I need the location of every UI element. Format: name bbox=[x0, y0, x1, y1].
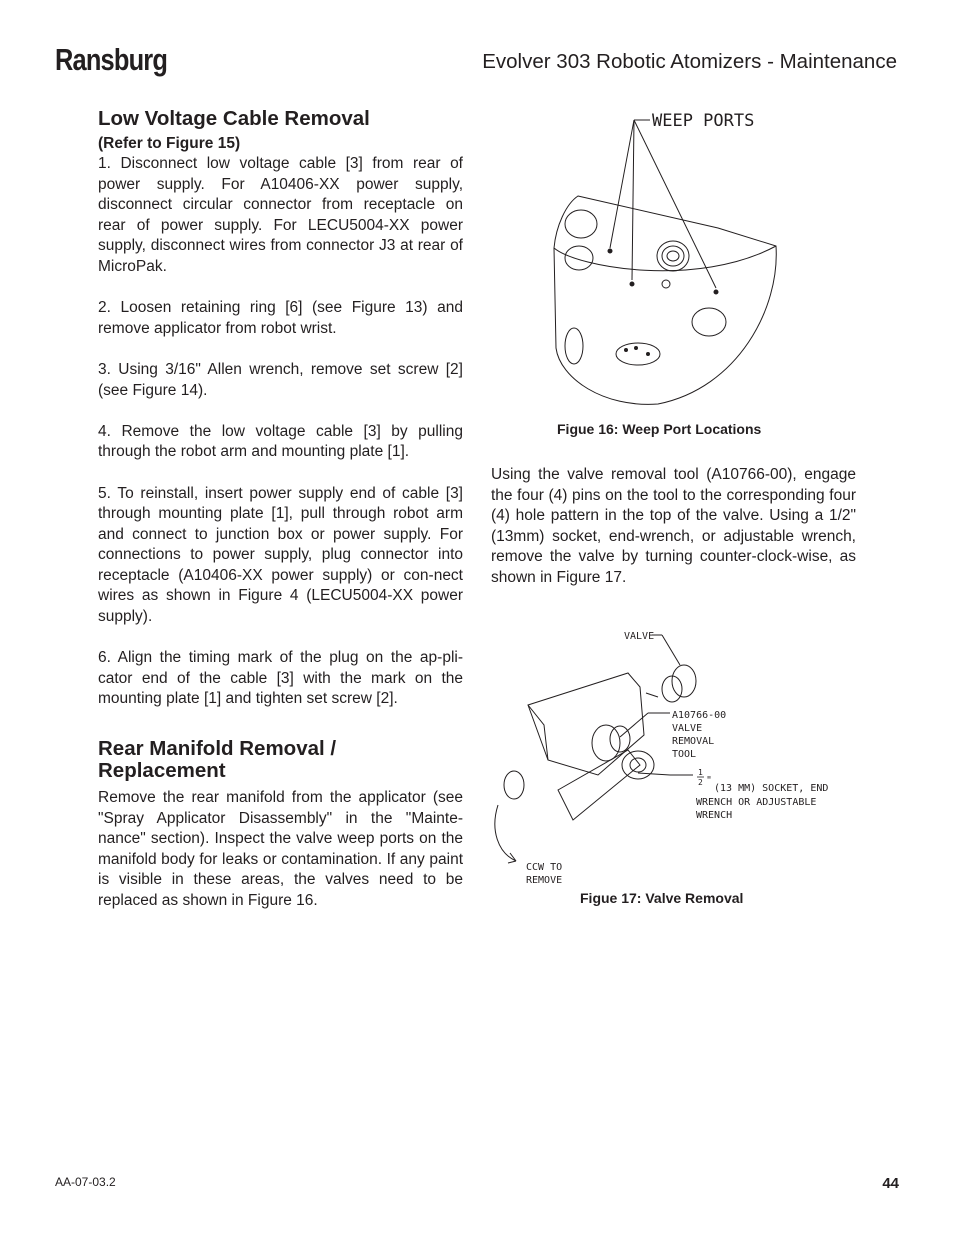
weep-ports-label: WEEP PORTS bbox=[652, 111, 755, 131]
fraction-denominator: 2 bbox=[698, 778, 703, 787]
page-number: 44 bbox=[882, 1175, 899, 1192]
tool-label-line-3: REMOVAL bbox=[672, 736, 715, 747]
step-4: 4. Remove the low voltage cable [3] by pulling through the robot arm and mounting plate [1]. bbox=[98, 422, 463, 461]
figure-17-caption: Figue 17: Valve Removal bbox=[580, 890, 744, 906]
section-heading-rear-manifold: Rear Manifold Removal / Replacement bbox=[98, 737, 337, 783]
step-2: 2. Loosen retaining ring [6] (see Figure 13) and remove applicator from robot wrist. bbox=[98, 299, 463, 337]
valve-label: VALVE bbox=[624, 631, 655, 642]
figure-17-valve-removal bbox=[488, 625, 863, 887]
wrench-label-line-2: WRENCH OR ADJUSTABLE bbox=[696, 797, 817, 808]
ccw-label-line-2: REMOVE bbox=[526, 875, 563, 886]
tool-label-line-4: TOOL bbox=[672, 749, 697, 760]
fraction-numerator: 1 bbox=[698, 768, 703, 777]
brand-logo: Ransburg bbox=[55, 42, 168, 77]
valve-removal-paragraph: Using the valve removal tool (A10766-00), engage the four (4) pins on the tool to the corresponding four (4) hole pattern in the top of the valve. Using a 1/2" (13mm) socket, end-wrench, or adjustable wrench, remove the valve by turning counter-clock-wise, as shown in Figure 17. bbox=[491, 466, 856, 586]
section-subheading: (Refer to Figure 15) bbox=[98, 135, 241, 152]
step-1: 1. Disconnect low voltage cable [3] from rear of power supply. For A10406-XX power supply, disconnect circular connector from receptacle on rear of power supply. For LECU5004-XX power supply, disconnect wires from connector J3 at rear of MicroPak. bbox=[98, 155, 463, 275]
figure-16-caption: Figue 16: Weep Port Locations bbox=[557, 421, 762, 437]
section-heading-low-voltage: Low Voltage Cable Removal bbox=[98, 107, 370, 130]
tool-label-part: A10766-00 bbox=[672, 710, 727, 721]
step-5: 5. To reinstall, insert power supply end of cable [3] through mounting plate [1], pull through robot arm and connect to junction box or power supply. For connections to power supply, plug connector into receptacle (A10406-XX power supply) or con-nect wires as shown in Figure 4 (LECU5004-XX power supply). bbox=[98, 484, 463, 626]
figure-16-weep-ports bbox=[548, 108, 788, 410]
inch-mark: " bbox=[706, 775, 713, 786]
ccw-label-line-1: CCW TO bbox=[526, 862, 563, 873]
wrench-label-line-1: (13 MM) SOCKET, END bbox=[714, 783, 829, 794]
tool-label-line-2: VALVE bbox=[672, 723, 703, 734]
step-6: 6. Align the timing mark of the plug on the ap-pli-cator end of the cable [3] with the mark on the mounting plate [1] and tighten set screw [2]. bbox=[98, 649, 463, 708]
document-code: AA-07-03.2 bbox=[55, 1175, 116, 1189]
wrench-label-line-3: WRENCH bbox=[696, 810, 733, 821]
right-column-text bbox=[491, 465, 856, 589]
document-title: Evolver 303 Robotic Atomizers - Maintenance bbox=[482, 50, 897, 73]
rear-manifold-body: Remove the rear manifold from the applicator (see "Spray Applicator Disassembly" in the "Mainte-nance" section). Inspect the valve weep ports on the manifold body for leaks or contamination. If any paint is visible in these areas, the valves need to be replaced as shown in Figure 16. bbox=[98, 789, 463, 909]
step-3: 3. Using 3/16" Allen wrench, remove set screw [2] (see Figure 14). bbox=[98, 360, 463, 399]
left-column bbox=[98, 108, 463, 912]
